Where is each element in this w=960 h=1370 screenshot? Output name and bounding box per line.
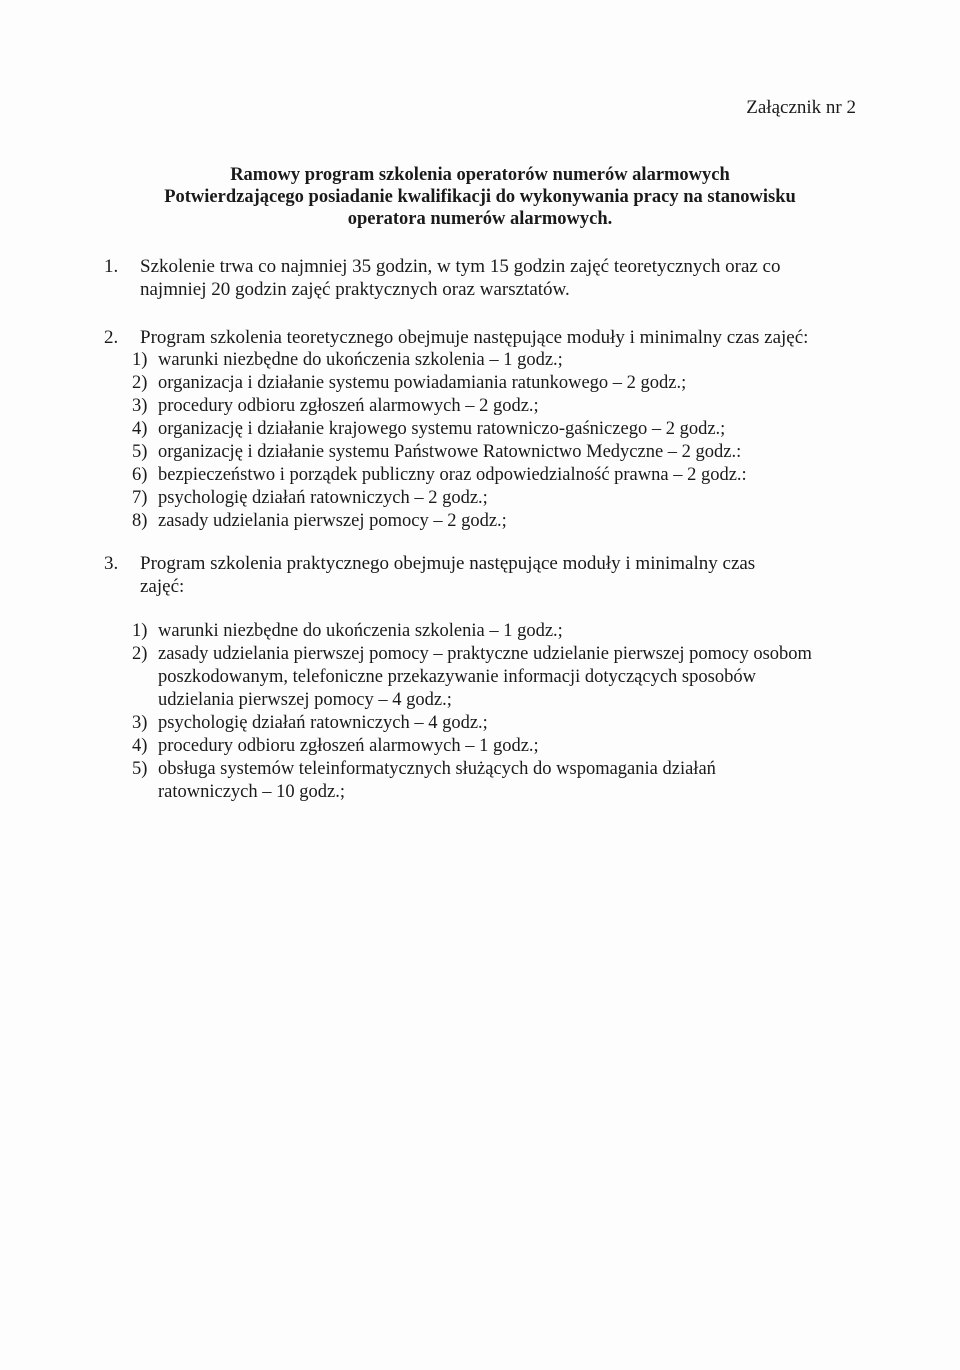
section-2 <box>104 326 844 533</box>
section-number: 2. <box>104 327 119 348</box>
list-item: 1) warunki niezbędne do ukończenia szkolenia – 1 godz.; <box>132 621 563 641</box>
list-item: 3) procedury odbioru zgłoszeń alarmowych – 2 godz.; <box>132 396 539 416</box>
section-1 <box>104 255 844 301</box>
list-item: 2) organizacja i działanie systemu powiadamiania ratunkowego – 2 godz.; <box>132 373 687 393</box>
list-item: 7) psychologię działań ratowniczych – 2 godz.; <box>132 488 488 508</box>
title-line-3: operatora numerów alarmowych. <box>347 209 613 229</box>
list-item: 2) zasady udzielania pierwszej pomocy – praktyczne udzielanie pierwszej pomocy osobom poszkodowanym, telefoniczne przekazywanie informacji dotyczących sposobów udzielania pierwszej pomocy – 4 godz.; <box>132 644 812 710</box>
section-3 <box>104 552 844 804</box>
list-item: 6) bezpieczeństwo i porządek publiczny oraz odpowiedzialność prawna – 2 godz.: <box>132 465 747 485</box>
title-line-1: Ramowy program szkolenia operatorów numerów alarmowych <box>230 165 730 185</box>
practice-modules-list <box>132 620 844 804</box>
list-item: 3) psychologię działań ratowniczych – 4 godz.; <box>132 713 488 733</box>
list-item: 5) organizację i działanie systemu Państwowe Ratownictwo Medyczne – 2 godz.: <box>132 442 742 462</box>
list-item: 4) organizację i działanie krajowego systemu ratowniczo-gaśniczego – 2 godz.; <box>132 419 726 439</box>
section-text: Szkolenie trwa co najmniej 35 godzin, w tym 15 godzin zajęć teoretycznych oraz co najmniej 20 godzin zajęć praktycznych oraz warsztatów. <box>140 256 781 300</box>
list-item: 8) zasady udzielania pierwszej pomocy – 2 godz.; <box>132 511 507 531</box>
annex-label: Załącznik nr 2 <box>746 97 856 118</box>
list-item: 5) obsługa systemów teleinformatycznych służących do wspomagania działań ratowniczych – 10 godz.; <box>132 759 716 802</box>
document-title <box>110 164 850 230</box>
section-number: 3. <box>104 553 119 574</box>
section-text: Program szkolenia teoretycznego obejmuje następujące moduły i minimalny czas zajęć: <box>140 327 809 348</box>
theory-modules-list <box>132 349 844 533</box>
section-text: Program szkolenia praktycznego obejmuje następujące moduły i minimalny czas zajęć: <box>140 553 756 597</box>
title-line-2: Potwierdzającego posiadanie kwalifikacji do wykonywania pracy na stanowisku <box>164 187 796 207</box>
list-item: 1) warunki niezbędne do ukończenia szkolenia – 1 godz.; <box>132 350 563 370</box>
list-item: 4) procedury odbioru zgłoszeń alarmowych – 1 godz.; <box>132 736 539 756</box>
section-number: 1. <box>104 256 119 277</box>
